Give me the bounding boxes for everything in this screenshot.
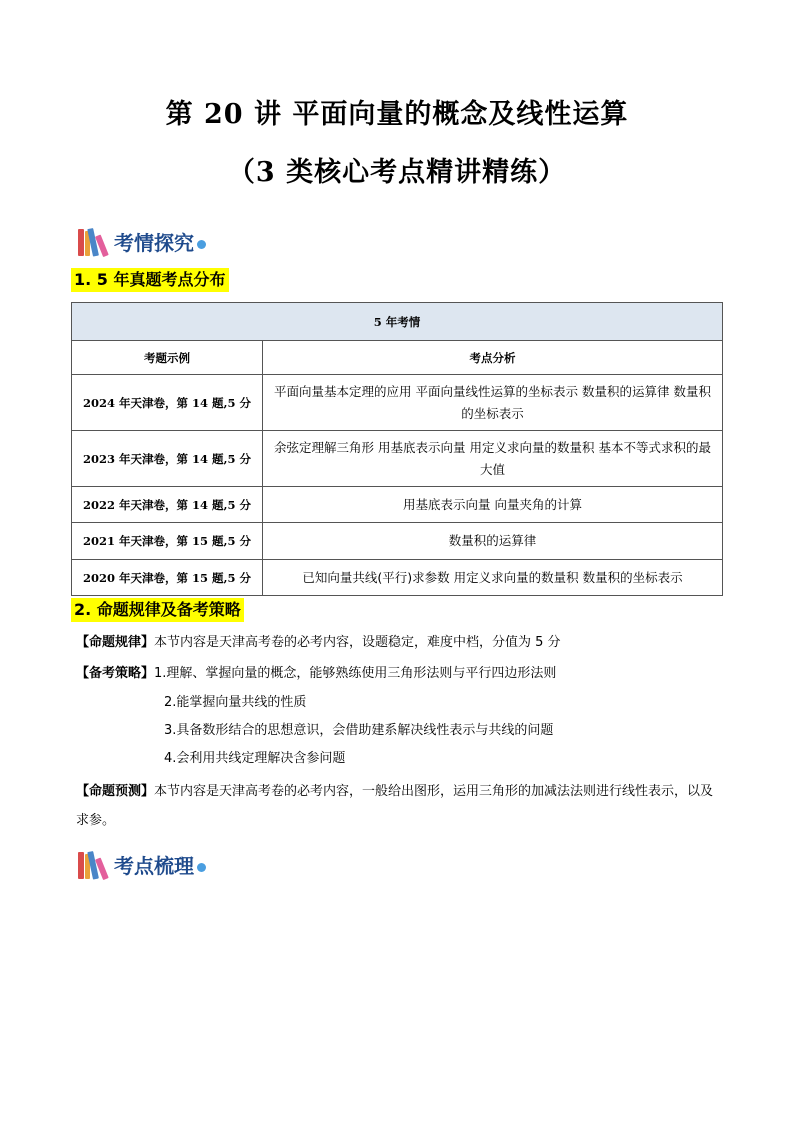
- table-column-header: 考点分析: [263, 341, 723, 375]
- table-cell-analysis: 余弦定理解三角形 用基底表示向量 用定义求向量的数量积 基本不等式求积的最大值: [263, 431, 723, 487]
- table-top-header: 5 年考情: [72, 303, 723, 341]
- table-cell-analysis: 已知向量共线(平行)求参数 用定义求向量的数量积 数量积的坐标表示: [263, 560, 723, 596]
- page-title: 第 20 讲 平面向量的概念及线性运算: [165, 99, 629, 130]
- table-cell-analysis: 平面向量基本定理的应用 平面向量线性运算的坐标表示 数量积的运算律 数量积的坐标表示: [263, 375, 723, 431]
- table-row: [72, 523, 723, 560]
- strategy-item: 4.会利用共线定理解决含参问题: [164, 751, 346, 766]
- rule-paragraph: [76, 633, 726, 653]
- page-subtitle: （3 类核心考点精讲精练）: [227, 157, 567, 188]
- strategy-item: 2.能掌握向量共线的性质: [164, 695, 307, 710]
- books-icon: [78, 849, 110, 879]
- books-icon: [78, 226, 110, 256]
- rule-label: 【命题规律】: [76, 635, 155, 650]
- table-row: [72, 375, 723, 431]
- strategy-item: 1.理解、掌握向量的概念，能够熟练使用三角形法则与平行四边形法则: [154, 666, 557, 681]
- heading-five-year-distribution: 1. 5 年真题考点分布: [71, 268, 229, 292]
- rule-text: 本节内容是天津高考卷的必考内容，设题稳定，难度中档，分值为 5 分: [154, 635, 561, 650]
- section-label: 考情探究: [114, 231, 194, 255]
- table-row: [72, 487, 723, 523]
- strategy-paragraph: [76, 664, 726, 684]
- table-column-header: 考题示例: [72, 341, 263, 375]
- table-row: [72, 431, 723, 487]
- table-cell-year: 2021 年天津卷，第 15 题,5 分: [72, 523, 263, 560]
- table-cell-analysis: 数量积的运算律: [263, 523, 723, 560]
- forecast-paragraph: [76, 777, 726, 835]
- table-cell-analysis: 用基底表示向量 向量夹角的计算: [263, 487, 723, 523]
- section-label: 考点梳理: [114, 854, 194, 878]
- table-cell-year: 2024 年天津卷，第 14 题,5 分: [72, 375, 263, 431]
- dot-icon: [197, 863, 206, 872]
- table-cell-year: 2022 年天津卷，第 14 题,5 分: [72, 487, 263, 523]
- exam-distribution-table: [71, 302, 723, 596]
- table-cell-year: 2023 年天津卷，第 14 题,5 分: [72, 431, 263, 487]
- table-row: [72, 560, 723, 596]
- table-cell-year: 2020 年天津卷，第 15 题,5 分: [72, 560, 263, 596]
- heading-rules-strategy: 2. 命题规律及备考策略: [71, 598, 244, 622]
- section-header-exam-analysis: [78, 222, 206, 256]
- section-header-key-points: [78, 845, 206, 879]
- strategy-item: 3.具备数形结合的思想意识，会借助建系解决线性表示与共线的问题: [164, 723, 554, 738]
- forecast-text: 本节内容是天津高考卷的必考内容，一般给出图形，运用三角形的加减法法则进行线性表示，以及求参。: [76, 784, 714, 828]
- strategy-label: 【备考策略】: [76, 666, 155, 681]
- forecast-label: 【命题预测】: [76, 784, 155, 799]
- dot-icon: [197, 240, 206, 249]
